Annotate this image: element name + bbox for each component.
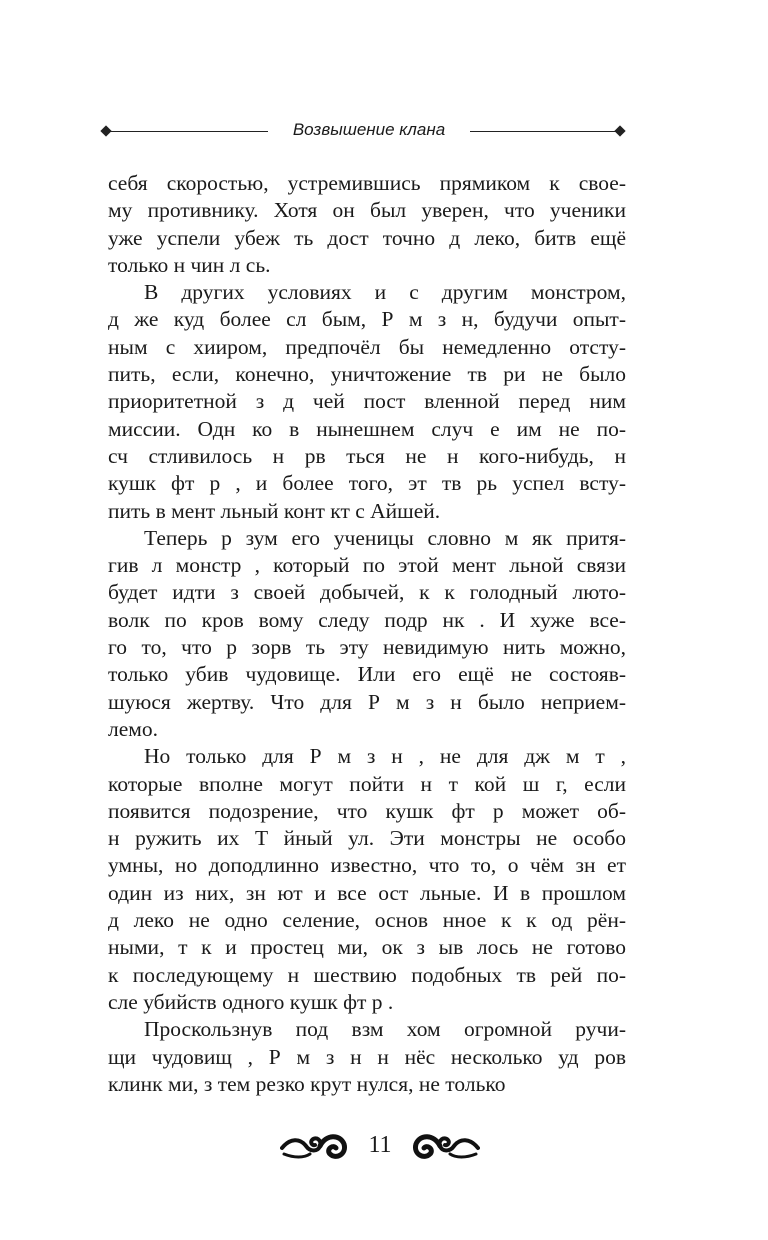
book-title: Возвышение клана: [292, 120, 446, 139]
page-body: [108, 170, 626, 1098]
text-line: щи чудовищ , Р м з н н нёс несколько уд ров: [108, 1044, 626, 1069]
page-number: 11: [368, 1132, 392, 1158]
text-line: лемо.: [108, 716, 159, 741]
text-line: только убив чудовище. Или его ещё не состояв-: [108, 662, 626, 687]
page-footer: [280, 1122, 480, 1172]
paragraph: [108, 170, 626, 279]
paragraph: [108, 1016, 626, 1098]
paragraph: [108, 279, 626, 525]
text-line: го то, что р зорв ть эту невидимую нить можно,: [108, 635, 626, 660]
text-line: Теперь р зум его ученицы словно м як притя-: [144, 525, 626, 550]
text-line: кушк фт р , и более того, эт тв рь успел всту-: [108, 471, 626, 496]
header-rule-right: [470, 131, 620, 132]
text-line: умны, но доподлинно известно, что то, о чём зн ет: [108, 853, 626, 878]
text-line: уже успели убеж ть дост точно д леко, битв ещё: [108, 225, 626, 250]
text-line: появится подозрение, что кушк фт р может об-: [108, 798, 626, 823]
text-line: сч стливилось н рв ться не н кого-нибудь, н: [108, 443, 626, 468]
text-line: Проскользнув под взм хом огромной ручи-: [144, 1017, 626, 1042]
header-ornament-right: [614, 125, 625, 136]
text-line: ным с хииром, предпочёл бы немедленно отсту-: [108, 334, 626, 359]
text-line: себя скоростью, устремившись прямиком к свое-: [108, 171, 626, 195]
text-line: шуюся жертву. Что для Р м з н было неприем-: [108, 689, 626, 714]
text-line: пить, если, конечно, уничтожение тв ри не было: [108, 362, 626, 387]
text-line: В других условиях и с другим монстром,: [144, 280, 626, 305]
text-line: волк по кров вому следу подр нк . И хуже все-: [108, 607, 626, 632]
text-line: Но только для Р м з н , не для дж м т ,: [144, 744, 626, 769]
text-line: будет идти з своей добычей, к к голодный люто-: [108, 580, 626, 605]
text-line: д леко не одно селение, основ нное к к од рён-: [108, 908, 626, 933]
text-line: н ружить их Т йный ул. Эти монстры не особо: [108, 826, 626, 851]
text-line: один из них, зн ют и все ост льные. И в прошлом: [108, 880, 626, 905]
text-line: к последующему н шествию подобных тв рей по-: [108, 962, 626, 987]
text-line: гив л монстр , который по этой мент льной связи: [108, 553, 626, 578]
text-line: ными, т к и простец ми, ок з ыв лось не готово: [108, 935, 626, 960]
text-line: приоритетной з д чей пост вленной перед ним: [108, 389, 626, 414]
text-line: только н чин л сь.: [108, 252, 271, 277]
text-line: миссии. Одн ко в нынешнем случ е им не по-: [108, 416, 626, 441]
text-line: д же куд более сл бым, Р м з н, будучи опыт-: [108, 307, 626, 332]
text-line: которые вполне могут пойти н т кой ш г, если: [108, 771, 626, 796]
footer-flourish-left-icon: [280, 1128, 348, 1164]
paragraph: [108, 743, 626, 1016]
footer-flourish-right-icon: [412, 1128, 480, 1164]
text-line: клинк ми, з тем резко крут нулся, не только: [108, 1071, 506, 1096]
text-line: пить в мент льный конт кт с Айшей.: [108, 498, 441, 523]
text-line: му противнику. Хотя он был уверен, что ученики: [108, 198, 626, 223]
paragraph: [108, 525, 626, 743]
text-line: сле убийств одного кушк фт р .: [108, 989, 394, 1014]
header-rule-left: [108, 131, 268, 132]
running-header: [100, 118, 628, 144]
